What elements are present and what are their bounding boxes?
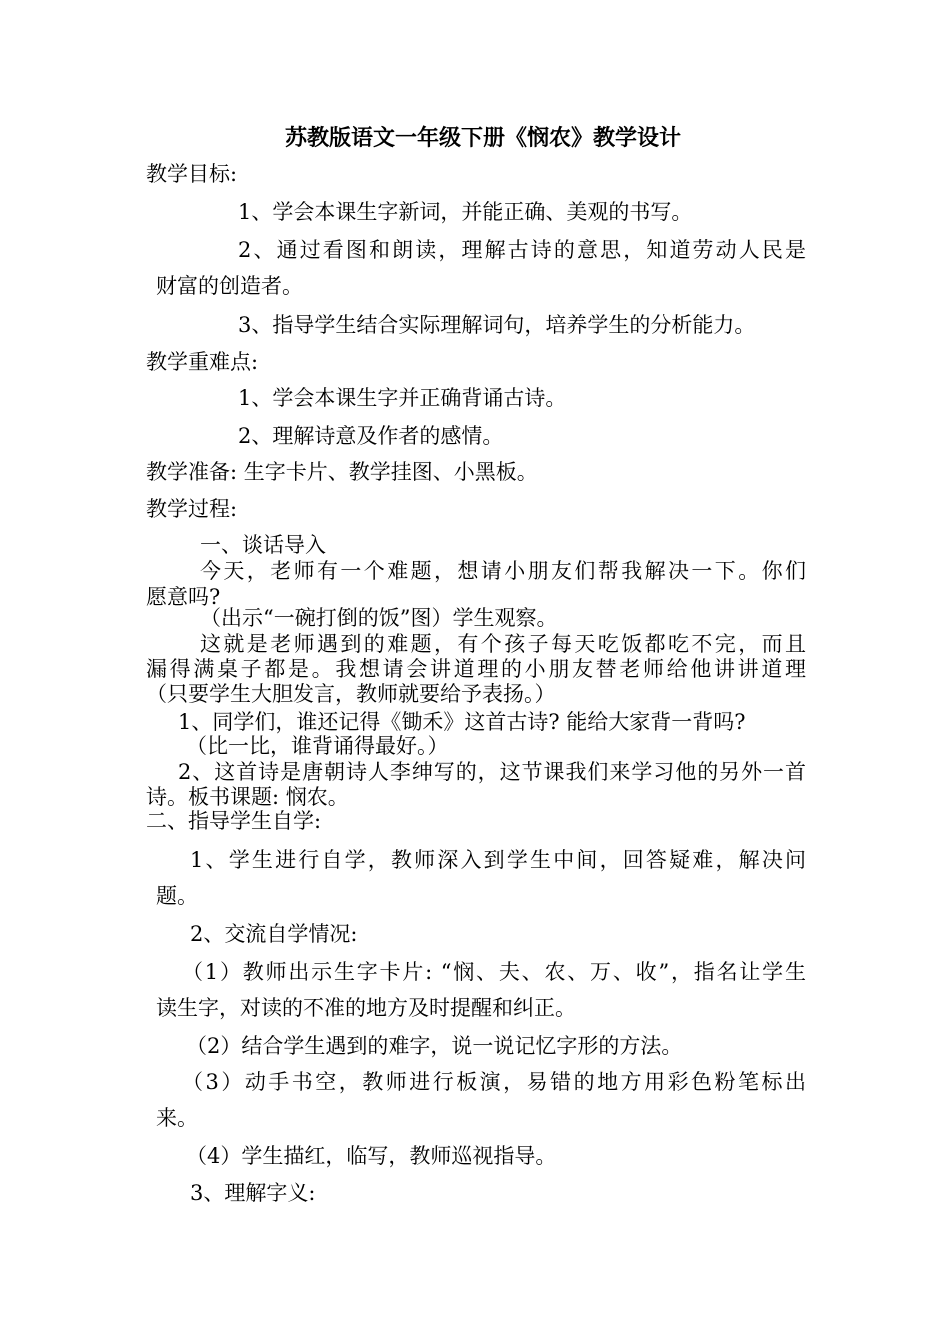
paragraph-line: 来。 [156, 1106, 198, 1130]
document-title: 苏教版语文一年级下册《悯农》教学设计 [285, 125, 682, 151]
paragraph-line: （出示“一碗打倒的饭”图）学生观察。 [200, 606, 558, 630]
paragraph-line: （只要学生大胆发言，教师就要给予表扬。） [146, 682, 556, 706]
paragraph-line: 漏得满桌子都是。我想请会讲道理的小朋友替老师给他讲讲道理 [146, 657, 806, 681]
heading-key-points: 教学重难点: [146, 350, 259, 374]
heading-preparation: 教学准备: 生字卡片、教学挂图、小黑板。 [146, 460, 538, 484]
heading-process: 教学过程: [146, 497, 238, 521]
paragraph-line: （1）教师出示生字卡片: “悯、夫、农、万、收”，指名让学生 [182, 960, 806, 984]
paragraph-line: 1、学会本课生字新词，并能正确、美观的书写。 [238, 200, 693, 224]
paragraph-line: 3、理解字义: [190, 1181, 316, 1205]
paragraph-line: （2）结合学生遇到的难字，说一说记忆字形的方法。 [186, 1034, 683, 1058]
paragraph-line: （3）动手书空，教师进行板演，易错的地方用彩色粉笔标出 [182, 1070, 806, 1094]
paragraph-line: （比一比，谁背诵得最好。） [186, 734, 449, 758]
paragraph-line: 2、这首诗是唐朝诗人李绅写的，这节课我们来学习他的另外一首 [178, 760, 806, 784]
paragraph-line: 1、同学们，谁还记得《锄禾》这首古诗? 能给大家背一背吗? [178, 710, 746, 734]
paragraph-line: 1、学会本课生字并正确背诵古诗。 [238, 386, 567, 410]
heading-objectives: 教学目标: [146, 162, 238, 186]
paragraph-line: 题。 [156, 884, 198, 908]
paragraph-line: 愿意吗? [146, 585, 221, 609]
paragraph-line: 财富的创造者。 [156, 274, 303, 298]
paragraph-line: 2、理解诗意及作者的感情。 [238, 424, 504, 448]
paragraph-line: 1、学生进行自学，教师深入到学生中间，回答疑难，解决问 [190, 848, 806, 872]
paragraph-line: 这就是老师遇到的难题，有个孩子每天吃饭都吃不完，而且 [200, 632, 806, 656]
paragraph-line: 2、通过看图和朗读，理解古诗的意思，知道劳动人民是 [238, 238, 806, 262]
paragraph-line: 2、交流自学情况: [190, 922, 358, 946]
paragraph-line: 今天，老师有一个难题，想请小朋友们帮我解决一下。你们 [200, 559, 806, 583]
section-heading: 一、谈话导入 [200, 533, 326, 557]
paragraph-line: 诗。板书课题: 悯农。 [146, 785, 349, 809]
paragraph-line: 读生字，对读的不准的地方及时提醒和纠正。 [156, 996, 576, 1020]
paragraph-line: 3、指导学生结合实际理解词句，培养学生的分析能力。 [238, 313, 756, 337]
section-heading: 二、指导学生自学: [146, 809, 322, 833]
paragraph-line: （4）学生描红，临写，教师巡视指导。 [186, 1144, 557, 1168]
